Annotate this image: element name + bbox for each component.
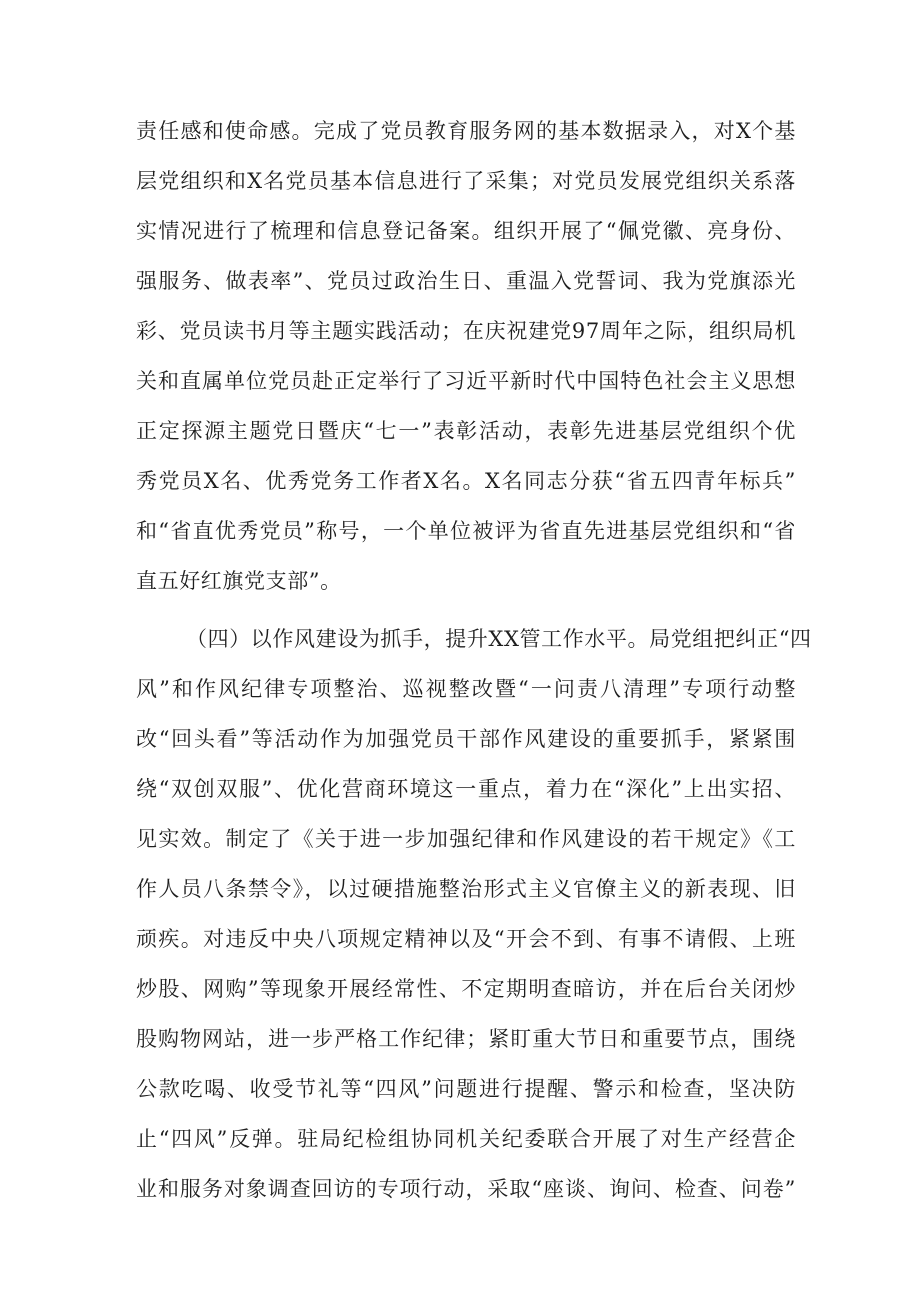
text-line: 强服务、做表率”、党员过政治生日、重温入党誓词、我为党旗添光 <box>136 269 796 293</box>
text-line: 作人员八条禁令》，以过硬措施整治形式主义官僚主义的新表现、旧 <box>136 877 796 901</box>
text-line: 彩、党员读书月等主题实践活动；在庆祝建党97周年之际，组织局机 <box>136 319 796 343</box>
paragraph-work-style <box>136 614 812 1214</box>
paragraph-party-building <box>136 106 796 606</box>
text-line: 改“回头看”等活动作为加强党员干部作风建设的重要抓手，紧紧围 <box>136 727 796 751</box>
text-line: 关和直属单位党员赴正定举行了习近平新时代中国特色社会主义思想 <box>136 369 796 393</box>
text-line: 业和服务对象调查回访的专项行动，采取“座谈、询问、检查、问卷” <box>136 1177 796 1201</box>
text-line: 秀党员X名、优秀党务工作者X名。X名同志分获“省五四青年标兵” <box>136 469 796 493</box>
text-line: 股购物网站，进一步严格工作纪律；紧盯重大节日和重要节点，围绕 <box>136 1027 796 1051</box>
text-line: 和“省直优秀党员”称号，一个单位被评为省直先进基层党组织和“省 <box>136 519 796 543</box>
text-line: 直五好红旗党支部”。 <box>136 569 342 593</box>
text-line: 实情况进行了梳理和信息登记备案。组织开展了“佩党徽、亮身份、 <box>136 219 796 243</box>
text-line: 绕“双创双服”、优化营商环境这一重点，着力在“深化”上出实招、 <box>136 777 796 801</box>
text-line: 顽疾。对违反中央八项规定精神以及“开会不到、有事不请假、上班 <box>136 927 796 951</box>
text-line: 止“四风”反弹。驻局纪检组协同机关纪委联合开展了对生产经营企 <box>136 1127 796 1151</box>
text-line: 风”和作风纪律专项整治、巡视整改暨“一问责八清理”专项行动整 <box>136 677 796 701</box>
text-line: 见实效。制定了《关于进一步加强纪律和作风建设的若干规定》《工 <box>136 827 796 851</box>
section-heading-line: （四）以作风建设为抓手，提升XX管工作水平。局党组把纠正“四 <box>186 627 812 651</box>
text-line: 正定探源主题党日暨庆“七一”表彰活动，表彰先进基层党组织个优 <box>136 419 796 443</box>
text-line: 层党组织和X名党员基本信息进行了采集；对党员发展党组织关系落 <box>136 169 796 193</box>
text-line: 责任感和使命感。完成了党员教育服务网的基本数据录入，对X个基 <box>136 119 796 143</box>
text-line: 炒股、网购”等现象开展经常性、不定期明查暗访，并在后台关闭炒 <box>136 977 796 1001</box>
text-line: 公款吃喝、收受节礼等“四风”问题进行提醒、警示和检查，坚决防 <box>136 1077 796 1101</box>
